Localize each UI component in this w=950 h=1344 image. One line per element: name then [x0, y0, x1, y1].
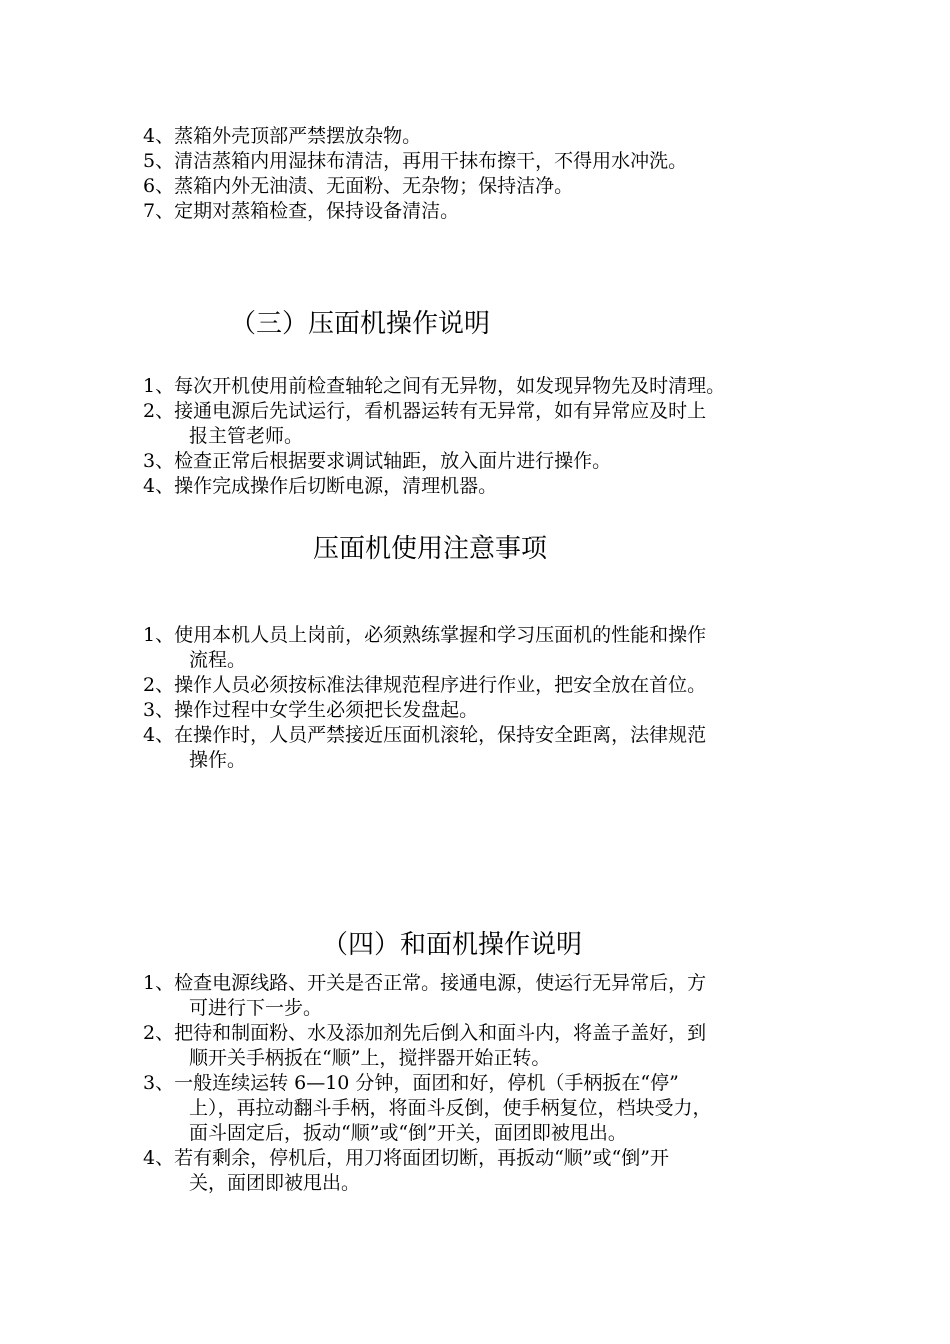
- steamer-cleaning-list: [143, 124, 823, 224]
- list-item-text: 1、检查电源线路、开关是否正常。接通电源，使运行无异常后，方: [143, 972, 707, 994]
- list-item: [143, 623, 823, 673]
- list-item: [143, 449, 823, 474]
- list-item: [143, 1146, 823, 1196]
- list-item: [143, 399, 823, 449]
- list-item: [143, 673, 823, 698]
- list-item-continuation: 操作。: [189, 749, 247, 771]
- list-item-text: 5、清洁蒸箱内用湿抹布清洁，再用干抹布擦干，不得用水冲洗。: [143, 150, 688, 172]
- list-item-continuation: 流程。: [189, 649, 247, 671]
- list-item-text: 4、操作完成操作后切断电源，清理机器。: [143, 475, 498, 497]
- list-item-continuation: 上），再拉动翻斗手柄，将面斗反倒，使手柄复位，档块受力，: [189, 1097, 712, 1119]
- list-item: [143, 723, 823, 773]
- list-item-text: 3、操作过程中女学生必须把长发盘起。: [143, 699, 479, 721]
- list-item: [143, 374, 823, 399]
- list-item: [143, 698, 823, 723]
- list-item-text: 7、定期对蒸箱检查，保持设备清洁。: [143, 200, 460, 222]
- list-item: [143, 199, 823, 224]
- list-item-text: 4、蒸箱外壳顶部严禁摆放杂物。: [143, 125, 422, 147]
- list-item: [143, 149, 823, 174]
- list-item-text: 2、接通电源后先试运行，看机器运转有无异常，如有异常应及时上: [143, 400, 707, 422]
- list-item-continuation: 关，面团即被甩出。: [189, 1172, 361, 1194]
- list-item: [143, 174, 823, 199]
- list-item-text: 6、蒸箱内外无油渍、无面粉、无杂物；保持洁净。: [143, 175, 574, 197]
- list-item-text: 4、在操作时，人员严禁接近压面机滚轮，保持安全距离，法律规范: [143, 724, 707, 746]
- press-ops-list: [143, 374, 823, 499]
- list-item: [143, 124, 823, 149]
- section-heading-mixer-ops: （四）和面机操作说明: [322, 930, 583, 960]
- list-item: [143, 1071, 823, 1146]
- list-item-continuation: 面斗固定后，扳动“顺”或“倒”开关，面团即被甩出。: [189, 1122, 627, 1144]
- list-item-text: 1、每次开机使用前检查轴轮之间有无异物，如发现异物先及时清理。: [143, 375, 726, 397]
- list-item-text: 1、使用本机人员上岗前，必须熟练掌握和学习压面机的性能和操作: [143, 624, 707, 646]
- list-item-text: 4、若有剩余，停机后，用刀将面团切断，再扳动“顺”或“倒”开: [143, 1147, 669, 1169]
- list-item: [143, 474, 823, 499]
- section-heading-press-notes: 压面机使用注意事项: [313, 534, 548, 564]
- mixer-ops-list: [143, 971, 823, 1196]
- list-item-text: 3、检查正常后根据要求调试轴距，放入面片进行操作。: [143, 450, 612, 472]
- list-item-continuation: 报主管老师。: [189, 425, 304, 447]
- list-item-text: 3、一般连续运转 6—10 分钟，面团和好，停机（手柄扳在“停”: [143, 1072, 679, 1094]
- list-item-continuation: 顺开关手柄扳在“顺”上，搅拌器开始正转。: [189, 1047, 551, 1069]
- section-heading-press-ops: （三）压面机操作说明: [230, 309, 491, 339]
- list-item: [143, 1021, 823, 1071]
- list-item-continuation: 可进行下一步。: [189, 997, 323, 1019]
- list-item-text: 2、把待和制面粉、水及添加剂先后倒入和面斗内，将盖子盖好，到: [143, 1022, 707, 1044]
- list-item: [143, 971, 823, 1021]
- list-item-text: 2、操作人员必须按标准法律规范程序进行作业，把安全放在首位。: [143, 674, 707, 696]
- press-notes-list: [143, 623, 823, 773]
